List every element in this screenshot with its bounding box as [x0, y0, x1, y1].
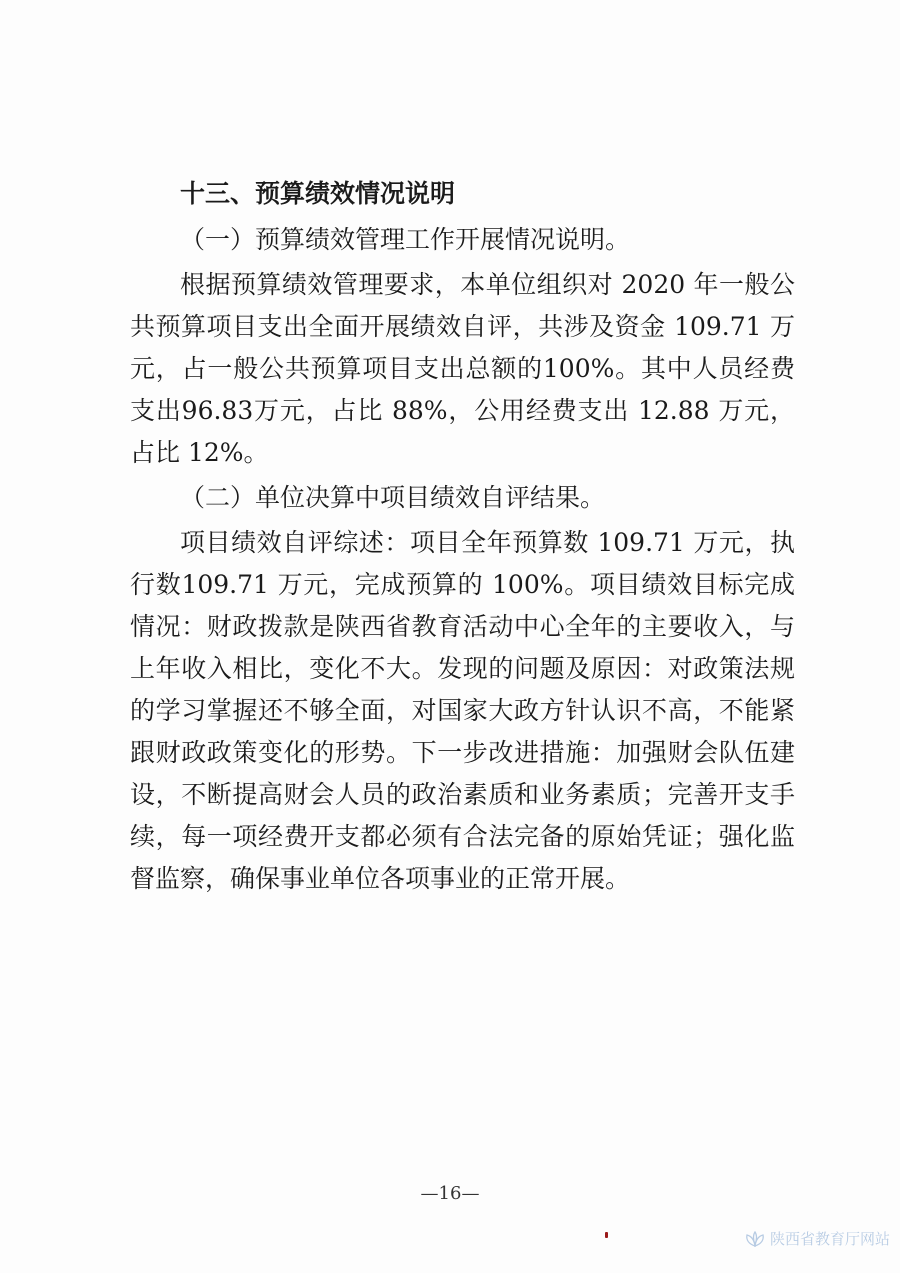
paragraph-2: 项目绩效自评综述：项目全年预算数 109.71 万元，执行数109.71 万元，完成预算的 100%。项目绩效目标完成情况：财政拨款是陕西省教育活动中心全年的主要收入，与上年收入相比，变化不大。发现的问题及原因：对政策法规的学习掌握还不够全面，对国家大政方针认识不高，不能紧跟财政政策变化的形势。下一步改进措施：加强财会队伍建设，不断提高财会人员的政治素质和业务素质；完善开支手续，每一项经费开支都必须有合法完备的原始凭证；强化监督监察，确保事业单位各项事业的正常开展。 — [130, 528, 795, 893]
document-content — [130, 172, 795, 900]
subsection-title-1: （一）预算绩效管理工作开展情况说明。 — [180, 225, 631, 254]
flower-logo-icon — [744, 1230, 766, 1248]
subsection-title-2: （二）单位决算中项目绩效自评结果。 — [180, 483, 606, 512]
ink-speck — [605, 1232, 608, 1238]
page-number: —16— — [420, 1183, 480, 1204]
watermark — [744, 1228, 890, 1249]
section-heading: 十三、预算绩效情况说明 — [180, 179, 456, 208]
watermark-text: 陕西省教育厅网站 — [769, 1230, 890, 1248]
paragraph-1: 根据预算绩效管理要求，本单位组织对 2020 年一般公共预算项目支出全面开展绩效自评，共涉及资金 109.71 万元，占一般公共预算项目支出总额的100%。其中人员经费支出96.83万元，占比 88%，公用经费支出 12.88 万元，占比 12%。 — [130, 270, 795, 467]
